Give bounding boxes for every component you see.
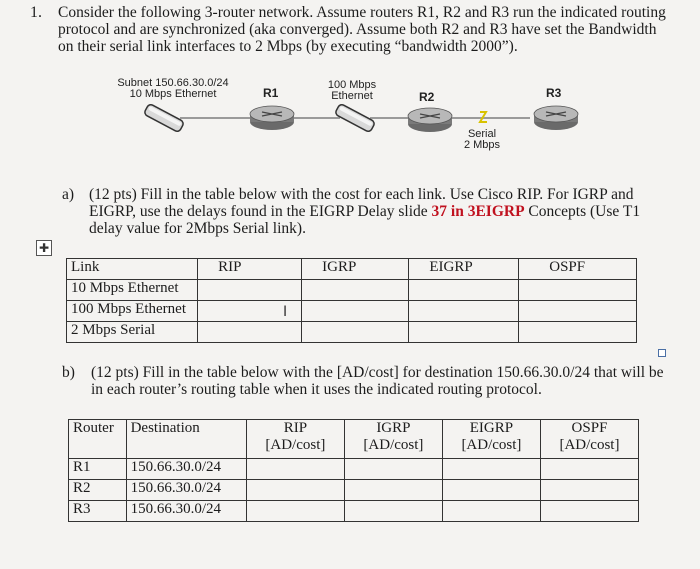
table-row xyxy=(69,501,639,522)
ad-cost-cell[interactable] xyxy=(246,480,344,501)
router-r3-icon xyxy=(534,106,578,130)
destination-cell: 150.66.30.0/24 xyxy=(126,480,246,501)
column-header: IGRP [AD/cost] xyxy=(344,420,442,459)
table-row xyxy=(69,480,639,501)
column-header: IGRP xyxy=(302,259,409,280)
ad-cost-cell[interactable] xyxy=(344,459,442,480)
router-r1-icon xyxy=(250,106,294,130)
question-line-3: on their serial link interfaces to 2 Mbps (by executing “bandwidth 2000”). xyxy=(58,38,518,55)
cost-cell[interactable] xyxy=(198,322,302,343)
cost-cell[interactable] xyxy=(519,322,637,343)
router-cell: R2 xyxy=(69,480,127,501)
ad-cost-cell[interactable] xyxy=(540,480,638,501)
column-header: EIGRP [AD/cost] xyxy=(442,420,540,459)
table-header-row xyxy=(69,420,639,459)
text-cursor-icon: I xyxy=(283,304,288,320)
table-header-row xyxy=(67,259,637,280)
ad-cost-cell[interactable] xyxy=(246,459,344,480)
column-header: RIP xyxy=(198,259,302,280)
cost-cell[interactable] xyxy=(198,280,302,301)
ad-cost-cell[interactable] xyxy=(246,501,344,522)
switch-icon xyxy=(335,103,376,132)
column-header: Router xyxy=(69,420,127,459)
router-r2-icon xyxy=(408,108,452,132)
part-a-text: (12 pts) Fill in the table below with the cost for each link. Use Cisco RIP. For IGRP and EIGRP, use the delays found in the EIGRP Delay slide 37 in 3EIGRP Concepts (Use T1 delay value for 2Mbps Serial link). xyxy=(89,186,641,237)
column-header: OSPF xyxy=(519,259,637,280)
row-label: 10 Mbps Ethernet xyxy=(67,280,198,301)
question-number: 1. xyxy=(30,4,42,21)
column-header: OSPF [AD/cost] xyxy=(540,420,638,459)
cost-cell[interactable] xyxy=(519,280,637,301)
router-r2-label: R2 xyxy=(419,90,435,104)
destination-cell: 150.66.30.0/24 xyxy=(126,459,246,480)
router-cell: R1 xyxy=(69,459,127,480)
table-row xyxy=(69,459,639,480)
serial-label: Serial 2 Mbps xyxy=(463,128,501,151)
destination-cell: 150.66.30.0/24 xyxy=(126,501,246,522)
table-row xyxy=(67,322,637,343)
question-text xyxy=(58,4,688,55)
cost-cell[interactable] xyxy=(409,280,519,301)
routing-table xyxy=(68,419,639,522)
ad-cost-cell[interactable] xyxy=(442,480,540,501)
subnet-label: Subnet 150.66.30.0/24 10 Mbps Ethernet xyxy=(117,77,229,100)
column-header: Link xyxy=(67,259,198,280)
table-row xyxy=(67,301,637,322)
cost-cell[interactable] xyxy=(302,301,409,322)
row-label: 2 Mbps Serial xyxy=(67,322,198,343)
ethernet-100-label: 100 Mbps Ethernet xyxy=(327,79,377,102)
part-a-label: a) xyxy=(62,186,75,203)
cost-cell[interactable] xyxy=(302,322,409,343)
switch-icon xyxy=(144,103,185,132)
link-cost-table xyxy=(66,258,637,343)
column-header: Destination xyxy=(126,420,246,459)
router-r1-label: R1 xyxy=(263,86,279,100)
cost-cell[interactable] xyxy=(519,301,637,322)
ad-cost-cell[interactable] xyxy=(344,480,442,501)
column-header: EIGRP xyxy=(409,259,519,280)
router-r3-label: R3 xyxy=(546,86,562,100)
table-row xyxy=(67,280,637,301)
row-label: 100 Mbps Ethernet xyxy=(67,301,198,322)
network-diagram xyxy=(140,100,600,140)
ad-cost-cell[interactable] xyxy=(344,501,442,522)
ad-cost-cell[interactable] xyxy=(540,459,638,480)
ad-cost-cell[interactable] xyxy=(540,501,638,522)
table-resize-handle-icon[interactable] xyxy=(658,349,666,357)
ad-cost-cell[interactable] xyxy=(442,501,540,522)
table-move-handle-icon[interactable]: ✚ xyxy=(36,240,52,256)
question-line-1: Consider the following 3-router network. Assume routers R1, R2 and R3 run the indicated routing xyxy=(58,4,666,21)
question-line-2: protocol and are synchronized (aka converged). Assume both R2 and R3 have set the Bandwidth xyxy=(58,21,657,38)
ad-cost-cell[interactable] xyxy=(442,459,540,480)
cost-cell[interactable] xyxy=(302,280,409,301)
part-b-label: b) xyxy=(62,364,75,381)
router-cell: R3 xyxy=(69,501,127,522)
column-header: RIP [AD/cost] xyxy=(246,420,344,459)
part-b-text: (12 pts) Fill in the table below with the [AD/cost] for destination 150.66.30.0/24 that will be in each router’s routing table when it uses the indicated routing protocol. xyxy=(91,364,664,398)
cost-cell[interactable] xyxy=(409,322,519,343)
cost-cell[interactable] xyxy=(409,301,519,322)
